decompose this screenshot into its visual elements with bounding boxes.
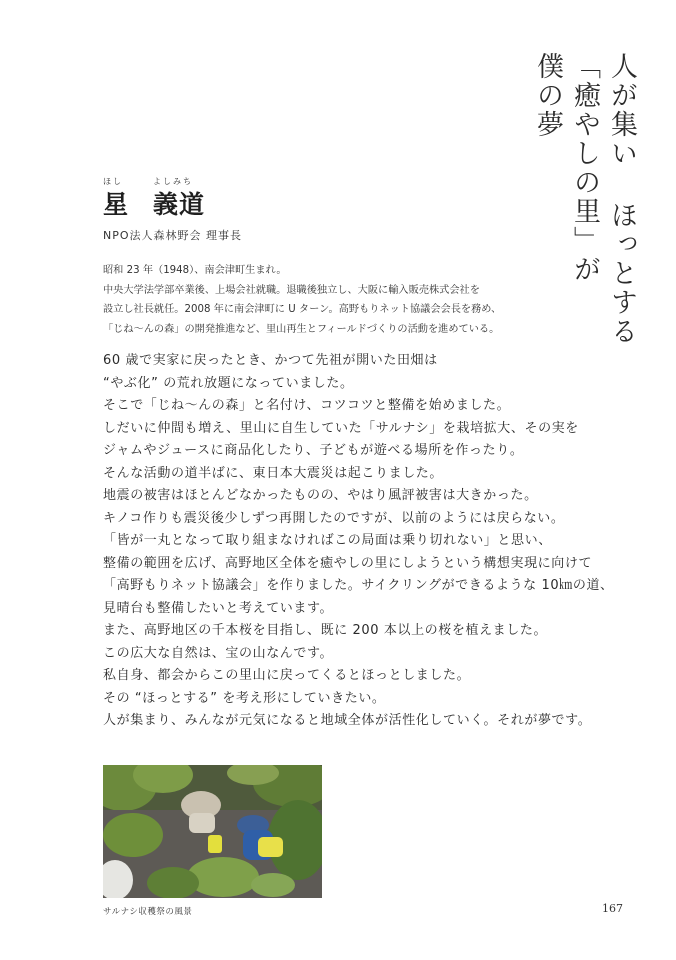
headline (529, 52, 640, 352)
profile-text (103, 261, 543, 339)
body-line: しだいに仲間も増え、里山に自生していた「サルナシ」を栽培拡大、その実を (103, 420, 579, 436)
headline-line-3: 僕の夢 (532, 52, 563, 139)
body-line: その “ほっとする” を考え形にしていきたい。 (103, 690, 386, 706)
body-line: キノコ作りも震災後少しずつ再開したのですが、以前のようには戻らない。 (103, 510, 565, 526)
headline-line-1: 人が集い ほっとする (606, 52, 637, 346)
body-line: 人が集まり、みんなが元気になると地域全体が活性化していく。それが夢です。 (103, 713, 592, 728)
profile-line: 設立し社長就任。2008 年に南会津町に U ターン。高野もりネット協議会会長を務め、 (103, 304, 502, 316)
profile-line: 「じね～んの森」の開発推進など、里山再生とフィールドづくりの活動を進めている。 (103, 323, 500, 335)
profile-line: 中央大学法学部卒業後、上場会社就職。退職後独立し、大阪に輸入販売株式会社を (103, 284, 480, 296)
body-line: そんな活動の道半ばに、東日本大震災は起こりました。 (103, 465, 444, 481)
ruby-given: よしみち (153, 177, 193, 186)
body-line: そこで「じね～んの森」と名付け、コツコツと整備を始めました。 (103, 398, 511, 413)
body-line: 60 歳で実家に戻ったとき、かつて先祖が開いた田畑は (103, 353, 438, 368)
ruby-family: ほし (103, 177, 123, 186)
body-line: 私自身、都会からこの里山に戻ってくるとほっとしました。 (103, 668, 471, 683)
body-line: 見晴台も整備したいと考えています。 (103, 600, 334, 616)
harvest-festival-photo (103, 765, 322, 898)
name-family: 星 (103, 190, 130, 219)
body-line: この広大な自然は、宝の山なんです。 (103, 645, 334, 661)
body-line: “やぶ化” の荒れ放題になっていました。 (103, 375, 354, 391)
body-line: また、高野地区の千本桜を目指し、既に 200 本以上の桜を植えました。 (103, 623, 548, 638)
name-block (103, 176, 303, 243)
body-text (103, 350, 623, 733)
body-line: 「皆が一丸となって取り組まなければこの局面は乗り切れない」と思い、 (103, 533, 552, 548)
photo-illustration (103, 765, 322, 898)
headline-line-2: 「癒やしの里」が (569, 52, 600, 284)
body-line: 地震の被害はほとんどなかったものの、やはり風評被害は大きかった。 (103, 488, 538, 503)
person-title: NPO法人森林野会 理事長 (103, 229, 243, 242)
profile-line: 昭和 23 年（1948）、南会津町生まれ。 (103, 265, 287, 276)
name-given: 義道 (153, 190, 206, 219)
body-line: 「高野もりネット協議会」を作りました。サイクリングができるような 10㎞の道、 (103, 578, 614, 593)
person-name (103, 190, 303, 220)
page-number: 167 (602, 902, 623, 915)
body-line: ジャムやジュースに商品化したり、子どもが遊べる場所を作ったり。 (103, 443, 524, 458)
photo-caption: サルナシ収穫祭の風景 (103, 907, 193, 917)
body-line: 整備の範囲を広げ、高野地区全体を癒やしの里にしようという構想実現に向けて (103, 555, 593, 571)
name-ruby (103, 176, 303, 190)
